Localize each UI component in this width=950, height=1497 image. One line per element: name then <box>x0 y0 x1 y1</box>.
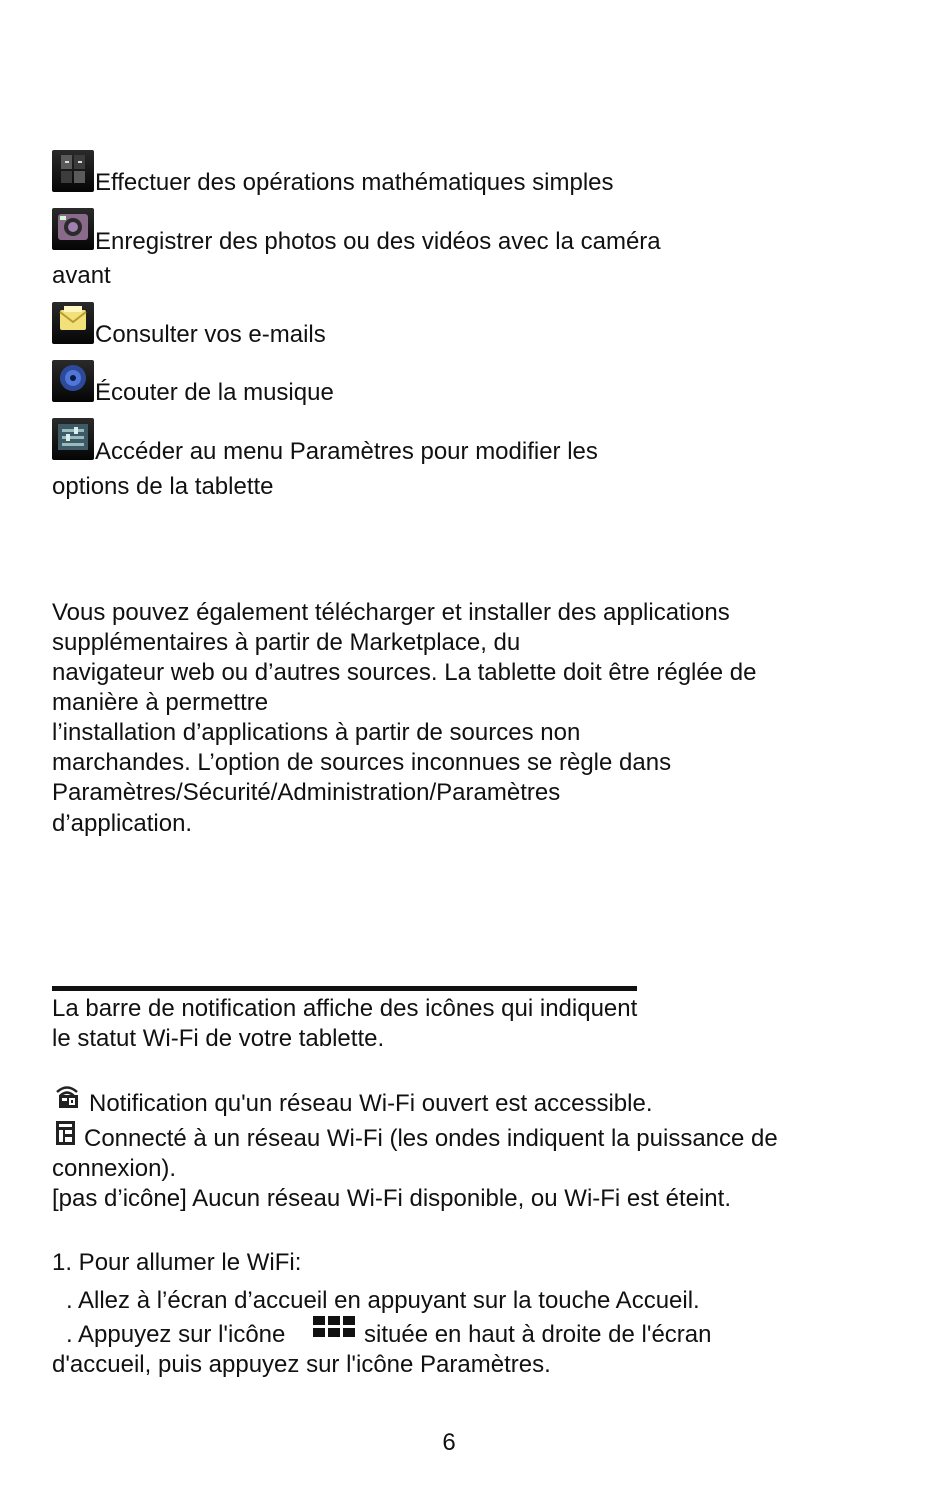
paragraph-line: marchandes. L’option de sources inconnues se règle dans <box>52 749 672 776</box>
step-b-line2: d'accueil, puis appuyez sur l'icône Paramètres. <box>52 1351 551 1378</box>
step-b-before: . Appuyez sur l'icône <box>66 1321 286 1348</box>
app-list-item-settings-cont: options de la tablette <box>52 473 274 500</box>
step-b-after: située en haut à droite de l'écran <box>364 1321 712 1348</box>
paragraph-line: La barre de notification affiche des icônes qui indiquent <box>52 995 638 1022</box>
paragraph-line: d’application. <box>52 810 193 837</box>
paragraph-line: l’installation d’applications à partir de sources non <box>52 719 581 746</box>
section-divider <box>52 986 637 991</box>
camera-icon <box>52 208 94 250</box>
step-a: . Allez à l’écran d’accueil en appuyant sur la touche Accueil. <box>66 1287 700 1314</box>
app-list-item-camera: Enregistrer des photos ou des vidéos avec la caméra <box>95 228 661 255</box>
app-list-item-calculator: Effectuer des opérations mathématiques simples <box>95 169 614 196</box>
wifi-open-network-text: Notification qu'un réseau Wi-Fi ouvert est accessible. <box>89 1090 653 1117</box>
paragraph-line: le statut Wi-Fi de votre tablette. <box>52 1025 385 1052</box>
app-list-item-music: Écouter de la musique <box>95 379 334 406</box>
email-icon <box>52 302 94 344</box>
page-number: 6 <box>442 1429 456 1456</box>
settings-icon <box>52 418 94 460</box>
wifi-connected-text-cont: connexion). <box>52 1155 177 1182</box>
app-list-item-camera-cont: avant <box>52 262 111 289</box>
wifi-none-text: [pas d’icône] Aucun réseau Wi-Fi disponible, ou Wi-Fi est éteint. <box>52 1185 731 1212</box>
paragraph-line: manière à permettre <box>52 689 269 716</box>
paragraph-line: Paramètres/Sécurité/Administration/Paramètres <box>52 779 561 806</box>
wifi-connected-text: Connecté à un réseau Wi-Fi (les ondes indiquent la puissance de <box>84 1125 778 1152</box>
app-list-item-email: Consulter vos e-mails <box>95 321 326 348</box>
paragraph-line: navigateur web ou d’autres sources. La tablette doit être réglée de <box>52 659 757 686</box>
app-list-item-settings: Accéder au menu Paramètres pour modifier les <box>95 438 598 465</box>
paragraph-line: supplémentaires à partir de Marketplace, du <box>52 629 521 656</box>
wifi-connected-icon <box>54 1120 80 1146</box>
calculator-icon <box>52 150 94 192</box>
step-heading: 1. Pour allumer le WiFi: <box>52 1249 302 1276</box>
paragraph-line: Vous pouvez également télécharger et installer des applications <box>52 599 730 626</box>
music-icon <box>52 360 94 402</box>
apps-grid-icon <box>313 1316 357 1340</box>
wifi-open-network-icon <box>54 1083 80 1109</box>
